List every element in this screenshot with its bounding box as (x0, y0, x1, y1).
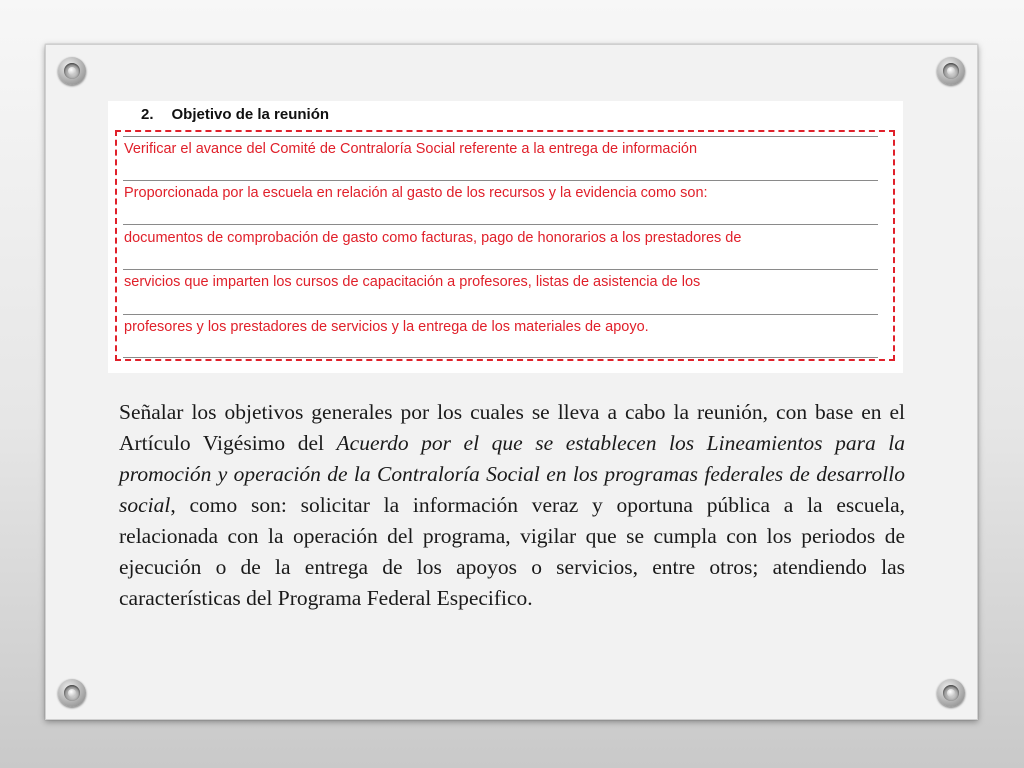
form-section-title: Objetivo de la reunión (171, 106, 330, 123)
rivet-top-right-icon (937, 57, 965, 85)
form-section-heading (141, 106, 329, 123)
description-text-end: , como son: solicitar la información veraz y oportuna pública a la escuela, relacionada con la operación del programa, vigilar que se cumpla con los periodos de ejecución o de la entrega de los apoyos o servicios, entre otros; atendiendo las características del Programa Federal Especifico. (119, 493, 905, 610)
form-section-number: 2. (141, 106, 154, 123)
form-text-line: documentos de comprobación de gasto como facturas, pago de honorarios a los prestadores de (124, 230, 742, 246)
form-rule-line (123, 269, 878, 270)
description-paragraph (119, 397, 905, 614)
form-text-line: profesores y los prestadores de servicios y la entrega de los materiales de apoyo. (124, 319, 649, 335)
rivet-bottom-right-icon (937, 679, 965, 707)
description-text-start: Señalar los objetivos generales por los cuales se lleva a cabo la reunión, con base en el Artículo Vigésimo del (119, 400, 905, 455)
form-excerpt-image (108, 101, 903, 373)
form-text-line: servicios que imparten los cursos de capacitación a profesores, listas de asistencia de los (124, 274, 701, 290)
rivet-top-left-icon (58, 57, 86, 85)
form-rule-line (123, 180, 878, 181)
description-italic-title: Acuerdo por el que se establecen los Lineamientos para la promoción y operación de la Contraloría Social en los programas federales de desarrollo social (119, 431, 905, 517)
form-rule-line (123, 136, 878, 137)
form-text-line: Verificar el avance del Comité de Contraloría Social referente a la entrega de información (124, 141, 698, 157)
form-rule-line (123, 224, 878, 225)
form-rule-line (123, 357, 878, 358)
form-rule-line (123, 314, 878, 315)
rivet-bottom-left-icon (58, 679, 86, 707)
form-text-line: Proporcionada por la escuela en relación al gasto de los recursos y la evidencia como son: (124, 185, 708, 201)
